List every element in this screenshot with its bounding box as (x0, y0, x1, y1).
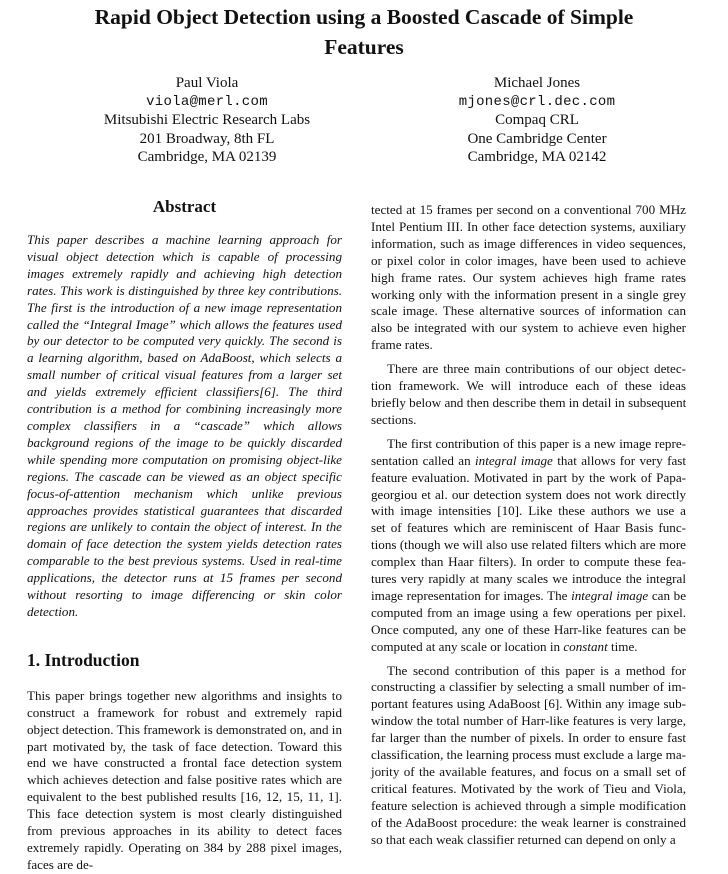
author-address-line: One Cambridge Center (467, 130, 607, 147)
author-name: Michael Jones (493, 75, 581, 91)
text-line: far larger than the number of pixels. In order to ensure fast (371, 730, 686, 746)
text-line: computed from an image using a few operations per pixel. (371, 604, 686, 620)
text-line: portant features using AdaBoost [6]. Within any image sub- (371, 696, 686, 712)
text-line: critical features. Motivated by the work of Tieu and Viola, (371, 780, 686, 796)
text-line: feature evaluation. Motivated in part by the work of Papa- (371, 469, 686, 485)
author-address-line: Cambridge, MA 02142 (467, 149, 607, 165)
author-affiliation: Mitsubishi Electric Research Labs (103, 112, 311, 128)
text-line: The first contribution of this paper is a new image repre- (387, 435, 686, 451)
text-line: scale image. These alternative sources of information can (371, 303, 686, 319)
author-block-viola (74, 74, 340, 167)
author-affiliation: Compaq CRL (495, 112, 579, 128)
text-line: tion framework. We will introduce each of these ideas (371, 378, 686, 394)
text-line: tures very rapidly at many scales we introduce the integral (371, 571, 686, 587)
right-column (371, 202, 686, 849)
text-line: feature selection is achieved through a simple modification (371, 797, 686, 813)
text-line: computed at any scale or location in constant time. (371, 638, 638, 654)
title-line-2: Features (324, 35, 404, 59)
text-line: image representation for images. The integral image can be (371, 587, 687, 603)
text-line: complex than Haar filters). In order to compute these fea- (371, 554, 686, 570)
text-line: of the AdaBoost procedure: the weak learner is constrained (371, 814, 686, 830)
text-line: window the total number of Harr-like features is very large, (371, 713, 686, 729)
text-line: jority of the available features, and focus on a small set of (371, 764, 686, 779)
author-block-jones (404, 74, 670, 167)
introduction-heading: 1. Introduction (27, 649, 140, 670)
title-line-1: Rapid Object Detection using a Boosted Cascade of Simple (94, 5, 634, 29)
author-address-line: Cambridge, MA 02139 (137, 149, 277, 165)
body-paragraph (371, 361, 686, 429)
text-line: There are three main contributions of our object detec- (387, 361, 686, 377)
text-line: sentation called an integral image that allows for very fast (371, 452, 686, 468)
author-address-line: 201 Broadway, 8th FL (139, 130, 275, 147)
text-line: georgiou et al. our detection system does not work directly (371, 486, 686, 502)
text-line: Intel Pentium III. In other face detection systems, auxiliary (371, 218, 686, 234)
text-line: constructing a classifier by selecting a small number of im- (371, 679, 686, 695)
text-line: working only with the information present in a single grey (371, 286, 686, 302)
text-line: high frame rates. Our system achieves high frame rates (371, 269, 686, 285)
text-line: classification, the learning process must exclude a large ma- (371, 747, 686, 763)
text-line: frame rates. (371, 337, 433, 353)
author-email: viola@merl.com (146, 93, 268, 110)
author-email: mjones@crl.dec.com (458, 93, 616, 110)
text-line: tions (though we will also use related filters which are more (371, 537, 686, 553)
author-name: Paul Viola (175, 75, 239, 91)
text-line: tected at 15 frames per second on a conventional 700 MHz (371, 202, 686, 217)
text-line: so that each weak classifier returned can depend on only a (371, 831, 676, 847)
text-line: with image intensities [10]. Like these authors we use a (371, 503, 686, 519)
abstract-heading: Abstract (152, 197, 217, 216)
body-paragraph (371, 202, 686, 354)
text-line: sections. (371, 411, 417, 427)
text-line: set of features which are reminiscent of Haar Basis func- (371, 520, 686, 536)
text-line: or pixel color in color images, have been used to achieve (371, 252, 686, 268)
text-line: The second contribution of this paper is a method for (387, 662, 686, 678)
body-paragraph (371, 663, 686, 849)
text-line: information, such as image differences in video sequences, (371, 235, 686, 251)
introduction-paragraph: This paper brings together new algorithms and insights to construct a framework for robust and extremely rapid object detection. This framework is demonstrated on, and in part motivated by, the task of face detection. Toward this end we have constructed a frontal face detection system which achieves detection and false positive rates which are equivalent to the best published results [16, 12, 15, 11, 1]. This face detection system is most clearly distinguished from previous approaches in its ability to detect faces extremely rapidly. Operating on 384 by 288 pixel images, faces are de- (27, 687, 342, 872)
abstract-text: This paper describes a machine learning approach for visual object detection which is capable of processing images extremely rapidly and achieving high detection rates. This work is distinguished by three key contributions. The first is the introduction of a new image representation called the “Integral Image” which allows the features used by our detector to be computed very quickly. The second is a learning algorithm, based on AdaBoost, which selects a small number of critical visual features from a larger set and yields extremely efficient classifiers[6]. The third contribution is a method for combining increasingly more complex classifiers in a “cascade” which allows background regions of the image to be quickly discarded while spending more computation on promising object-like regions. The cascade can be viewed as an object specific focus-of-attention mechanism which unlike previous approaches provides statistical guarantees that discarded regions are unlikely to contain the object of interest. In the domain of face detection the system yields detection rates comparable to the best previous systems. Used in real-time applications, the detector runs at 15 frames per second without resorting to image differencing or skin color detection. (27, 232, 342, 619)
left-column (27, 196, 342, 874)
paper-title (0, 2, 728, 62)
body-paragraph (371, 436, 686, 656)
text-line: briefly below and then describe them in detail in subsequent (371, 394, 687, 410)
text-line: also be integrated with our system to achieve even higher (371, 320, 686, 336)
text-line: Once computed, any one of these Harr-like features can be (371, 621, 686, 637)
